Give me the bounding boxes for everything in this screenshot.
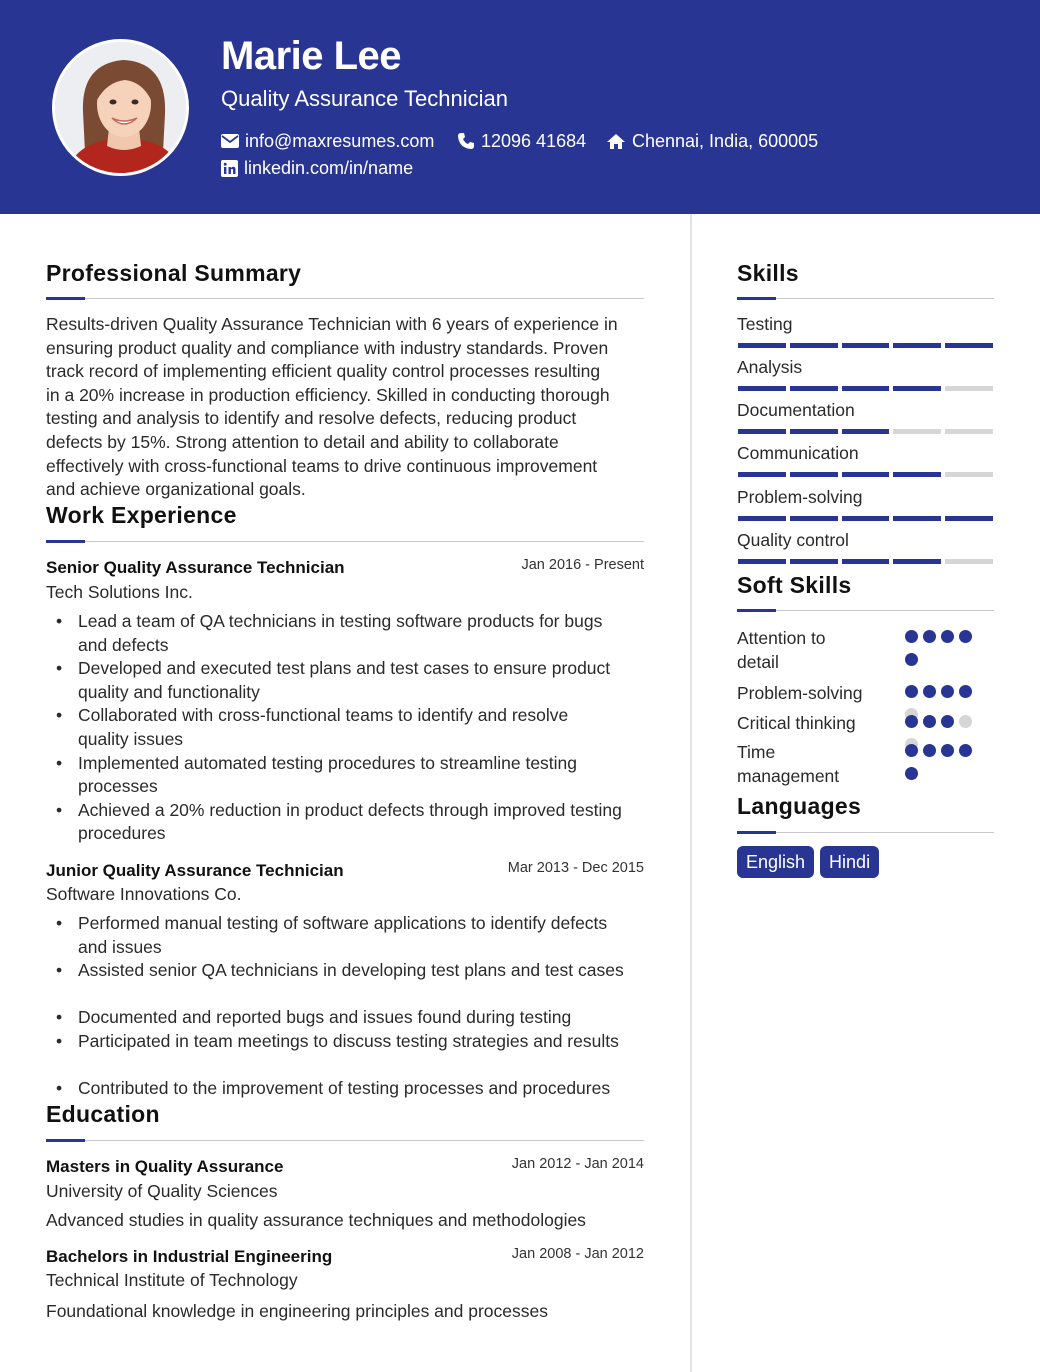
education-date: Jan 2008 - Jan 2012: [511, 1246, 644, 1262]
contact-email[interactable]: [221, 129, 434, 153]
rating-dot: [905, 685, 918, 698]
skill-level-segment: [738, 472, 786, 477]
skill-level-segment: [945, 429, 993, 434]
skill-level-bar: [738, 559, 993, 564]
soft-skill-label: Problem-solving: [737, 683, 863, 703]
company-name: Tech Solutions Inc.: [46, 582, 193, 602]
skill-level-segment: [738, 516, 786, 521]
skill-level-segment: [893, 559, 941, 564]
skill-level-segment: [893, 386, 941, 391]
job-title: Junior Quality Assurance Technician: [46, 861, 344, 880]
skill-level-segment: [945, 386, 993, 391]
skill-label: Analysis: [737, 357, 803, 377]
job-bullets: [78, 912, 648, 1100]
company-name: Software Innovations Co.: [46, 884, 242, 904]
skill-level-segment: [790, 386, 838, 391]
rating-dot: [941, 715, 954, 728]
portrait-image: [55, 42, 189, 176]
rating-dot: [941, 630, 954, 643]
skill-level-segment: [842, 472, 890, 477]
skill-level-bar: [738, 472, 993, 477]
list-item: • Documented and reported bugs and issues found during testing: [78, 1006, 648, 1030]
job-bullets: [78, 610, 648, 846]
section-title-languages: Languages: [737, 793, 862, 819]
rating-dot: [923, 630, 936, 643]
section-title-summary: Professional Summary: [46, 260, 302, 286]
skill-level-segment: [842, 429, 890, 434]
skill-label: Documentation: [737, 400, 855, 420]
skill-label: Testing: [737, 314, 793, 334]
profile-photo: [52, 39, 189, 176]
section-accent: [46, 540, 85, 543]
rating-dot: [941, 685, 954, 698]
list-item: • Contributed to the improvement of testing processes and procedures: [78, 1077, 648, 1101]
section-title-experience: Work Experience: [46, 502, 237, 528]
language-badge: Hindi: [820, 846, 879, 878]
skill-level-bar: [738, 516, 993, 521]
education-description: Foundational knowledge in engineering principles and processes: [46, 1301, 548, 1321]
email-text: info@maxresumes.com: [245, 130, 435, 151]
rating-dot: [923, 744, 936, 757]
rating-dot: [905, 630, 918, 643]
section-accent: [46, 297, 85, 300]
rating-dot: [941, 744, 954, 757]
education-date: Jan 2012 - Jan 2014: [511, 1156, 644, 1172]
rating-dot: [923, 715, 936, 728]
candidate-title: Quality Assurance Technician: [221, 86, 508, 111]
section-title-skills: Skills: [737, 260, 799, 286]
list-item: • Achieved a 20% reduction in product defects through improved testing procedures: [78, 799, 648, 846]
skill-level-bar: [738, 386, 993, 391]
soft-skill-label: Time management: [737, 742, 840, 786]
skill-level-segment: [738, 386, 786, 391]
rating-dot: [905, 715, 918, 728]
skill-label: Quality control: [737, 530, 849, 550]
skill-level-segment: [790, 472, 838, 477]
skill-level-segment: [945, 559, 993, 564]
contact-phone[interactable]: [457, 129, 586, 153]
list-item: • Implemented automated testing procedures to streamline testing processes: [78, 752, 648, 799]
candidate-name: Marie Lee: [221, 34, 402, 78]
phone-text: 12096 41684: [481, 130, 587, 151]
skill-level-segment: [842, 559, 890, 564]
list-item: • Participated in team meetings to discuss testing strategies and results: [78, 1030, 648, 1077]
skill-level-segment: [738, 343, 786, 348]
section-title-education: Education: [46, 1101, 160, 1127]
skill-label: Problem-solving: [737, 487, 863, 507]
education-description: Advanced studies in quality assurance techniques and methodologies: [46, 1210, 586, 1230]
skill-level-segment: [790, 559, 838, 564]
degree-title: Masters in Quality Assurance: [46, 1157, 284, 1176]
skill-level-segment: [893, 343, 941, 348]
linkedin-text: linkedin.com/in/name: [244, 157, 414, 178]
skill-level-segment: [893, 516, 941, 521]
soft-skill-rating: [905, 744, 980, 780]
location-text: Chennai, India, 600005: [632, 130, 819, 151]
skill-level-segment: [842, 516, 890, 521]
languages-list: [737, 846, 879, 878]
skill-level-bar: [738, 343, 993, 348]
section-rule: [46, 541, 644, 542]
skill-level-segment: [945, 343, 993, 348]
rating-dot: [905, 653, 918, 666]
contact-location: [606, 129, 818, 153]
rating-dot: [923, 685, 936, 698]
skill-level-segment: [945, 516, 993, 521]
skill-level-segment: [893, 429, 941, 434]
soft-skill-label: Attention to detail: [737, 628, 826, 672]
list-item: • Developed and executed test plans and test cases to ensure product quality and functionality: [78, 657, 648, 704]
skill-level-segment: [842, 386, 890, 391]
envelope-icon: [221, 134, 239, 148]
section-accent: [737, 609, 776, 612]
skill-level-segment: [945, 472, 993, 477]
resume-header: [0, 0, 1040, 214]
soft-skill-rating: [905, 630, 980, 666]
section-accent: [46, 1139, 85, 1142]
soft-skill-label: Critical thinking: [737, 713, 856, 733]
skill-level-segment: [842, 343, 890, 348]
section-accent: [737, 831, 776, 834]
rating-dot: [959, 685, 972, 698]
rating-dot: [905, 767, 918, 780]
list-item: • Performed manual testing of software applications to identify defects and issues: [78, 912, 648, 959]
degree-title: Bachelors in Industrial Engineering: [46, 1247, 333, 1266]
section-accent: [737, 297, 776, 300]
job-date: Mar 2013 - Dec 2015: [507, 860, 644, 876]
rating-dot: [905, 744, 918, 757]
skill-level-segment: [790, 516, 838, 521]
phone-icon: [457, 132, 475, 150]
list-item: • Assisted senior QA technicians in developing test plans and test cases: [78, 959, 648, 1006]
rating-dot: [959, 744, 972, 757]
language-badge: English: [737, 846, 814, 878]
school-name: Technical Institute of Technology: [46, 1270, 298, 1290]
summary-text: Results-driven Quality Assurance Technician with 6 years of experience in ensuring product quality and compliance with industry standards. Proven track record of implementing efficient quality control processes resulting in a 20% increase in production efficiency. Skilled in conducting thorough testing and analysis to identify and resolve defects, reducing product defects by 15%. Strong attention to detail and ability to collaborate effectively with cross-functional teams to drive continuous improvement and achieve organizational goals.: [46, 314, 618, 500]
list-item: • Collaborated with cross-functional teams to identify and resolve quality issues: [78, 704, 648, 751]
section-rule: [46, 1140, 644, 1141]
job-date: Jan 2016 - Present: [521, 557, 644, 573]
section-rule: [46, 298, 644, 299]
school-name: University of Quality Sciences: [46, 1181, 278, 1201]
skill-level-segment: [738, 559, 786, 564]
rating-dot: [959, 715, 972, 728]
contact-linkedin[interactable]: [221, 156, 413, 180]
list-item: • Lead a team of QA technicians in testing software products for bugs and defects: [78, 610, 648, 657]
skill-level-segment: [738, 429, 786, 434]
skill-label: Communication: [737, 443, 859, 463]
column-divider: [690, 214, 692, 1372]
home-icon: [606, 133, 626, 150]
rating-dot: [959, 630, 972, 643]
skill-level-bar: [738, 429, 993, 434]
section-title-soft-skills: Soft Skills: [737, 572, 852, 598]
job-title: Senior Quality Assurance Technician: [46, 558, 345, 577]
linkedin-icon: [221, 160, 238, 177]
skill-level-segment: [893, 472, 941, 477]
skill-level-segment: [790, 343, 838, 348]
skill-level-segment: [790, 429, 838, 434]
